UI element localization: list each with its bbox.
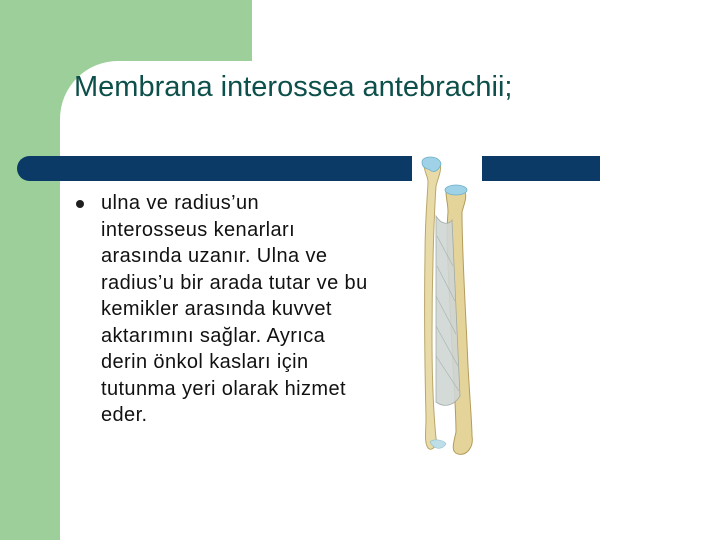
divider-bar	[17, 156, 600, 181]
slide-title: Membrana interossea antebrachii;	[74, 71, 513, 103]
forearm-bones-illustration	[410, 156, 485, 458]
bullet-dot-icon	[76, 200, 84, 208]
radius-head-cartilage	[445, 185, 467, 195]
bullet-text: ulna ve radius’un interosseus kenarları arasında uzanır. Ulna ve radius’u bir arada tutar ve bu kemikler arasında kuvvet aktarımını sağlar. Ayrıca derin önkol kasları için tutunma yeri olarak hizmet eder.	[101, 192, 368, 426]
